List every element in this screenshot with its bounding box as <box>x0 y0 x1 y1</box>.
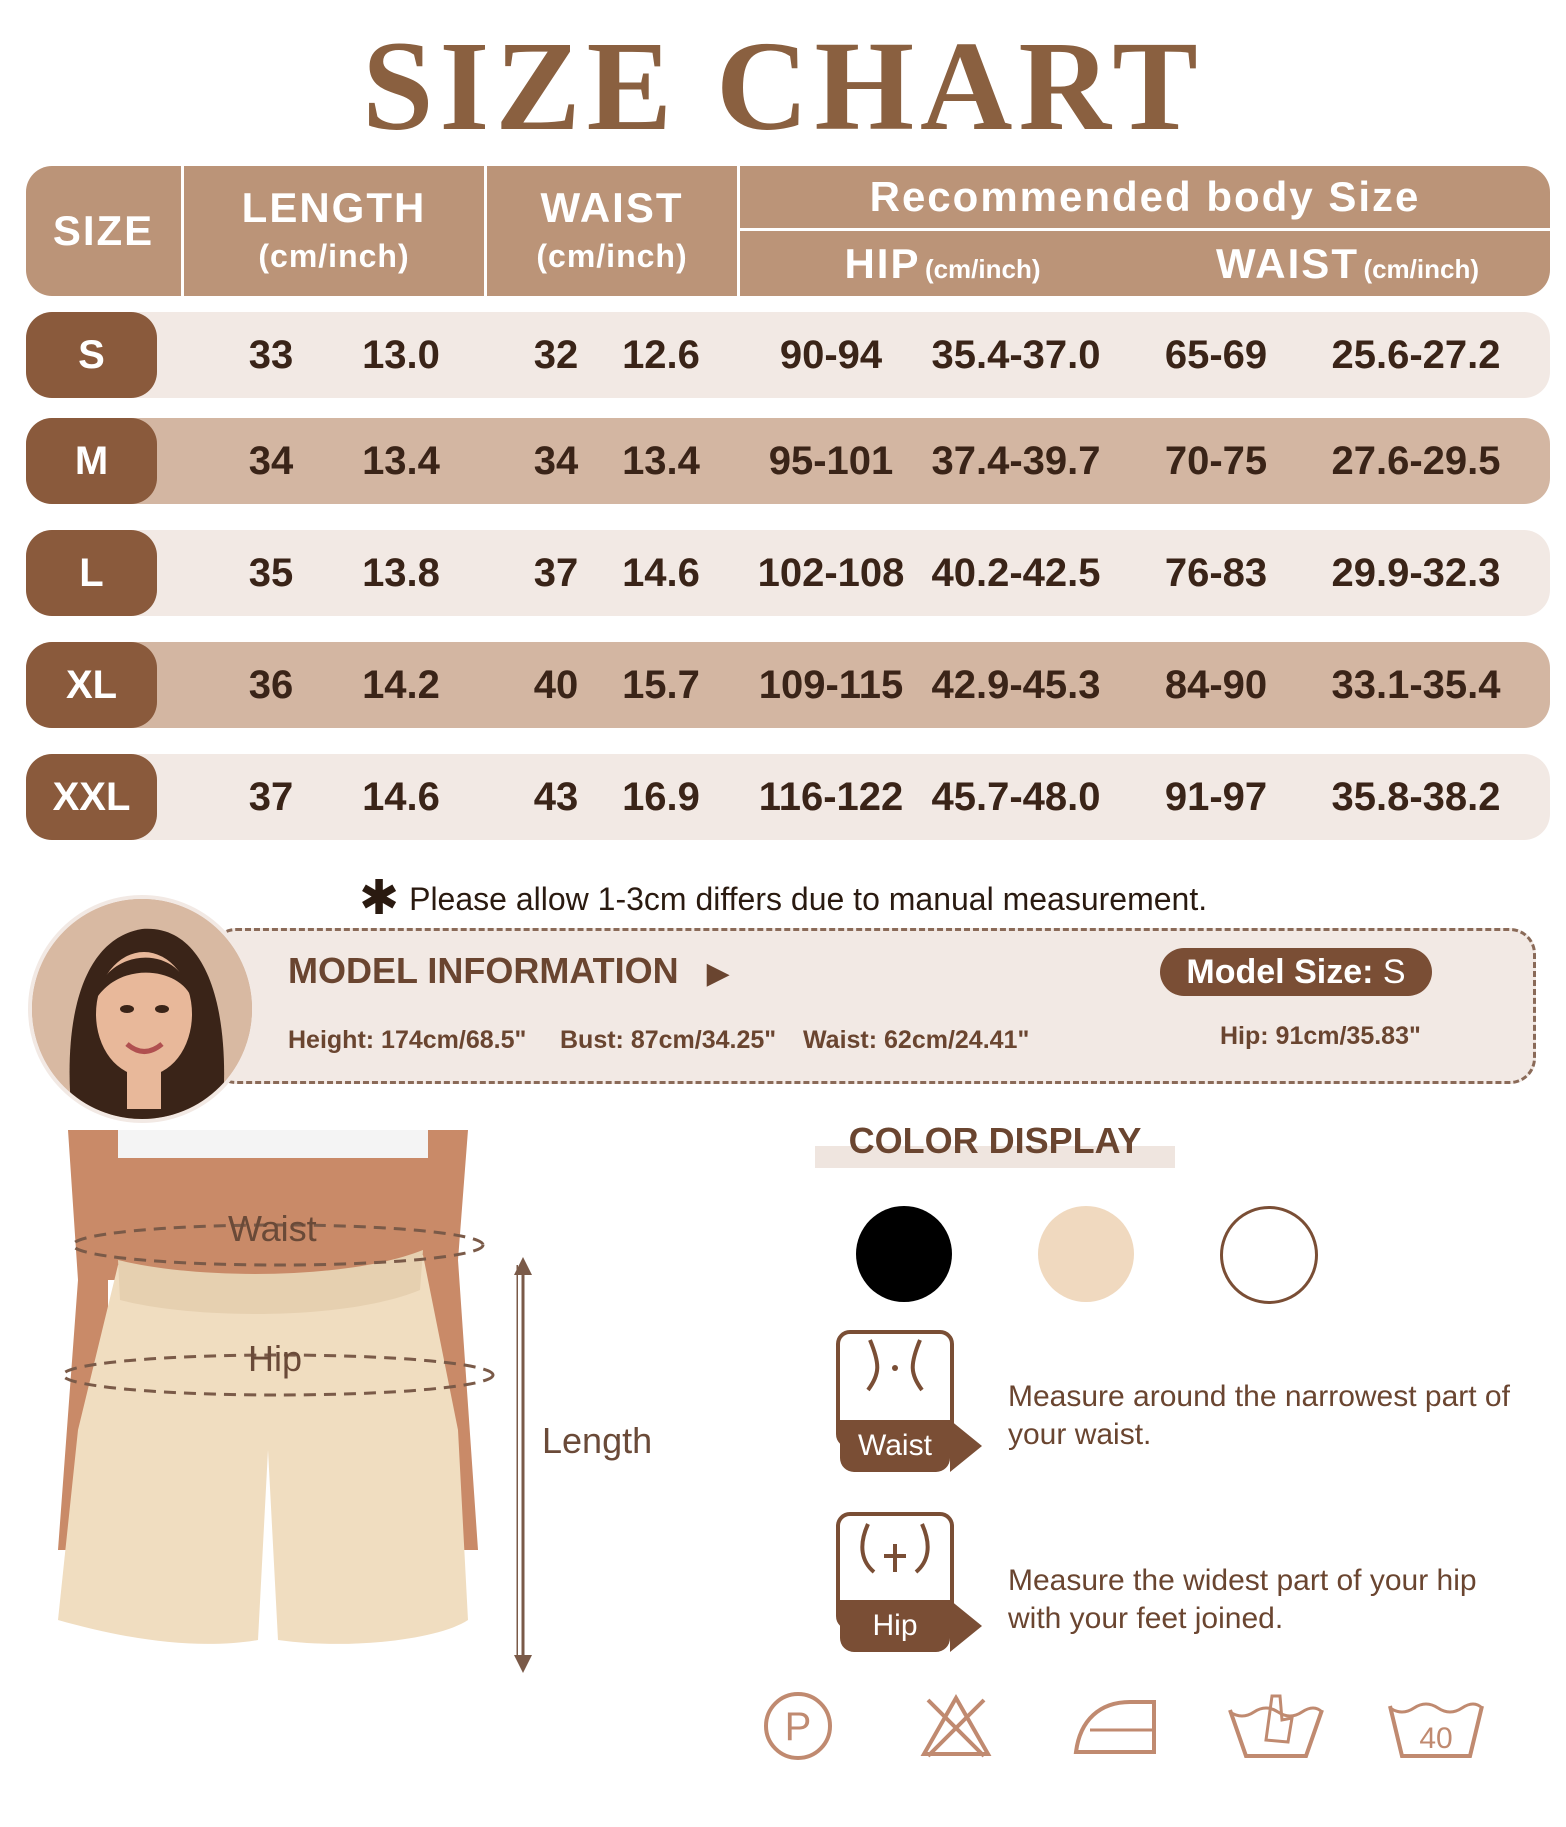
table-row <box>26 418 1550 504</box>
length-inch: 14.6 <box>362 775 440 819</box>
svg-text:P: P <box>784 1705 812 1749</box>
waist-inch: 15.7 <box>622 663 700 707</box>
header-length-label: LENGTH <box>241 184 427 231</box>
figure-waist-label: Waist <box>228 1208 317 1249</box>
hip-cm: 102-108 <box>757 551 905 595</box>
header-recommended <box>740 166 1550 228</box>
play-arrow-icon: ▶ <box>706 957 730 990</box>
page-title: SIZE CHART <box>362 15 1204 157</box>
waist-cm: 34 <box>533 439 579 483</box>
table-row <box>26 754 1550 840</box>
hip-cm: 95-101 <box>768 439 894 483</box>
size-badge: S <box>26 312 157 398</box>
body-waist-inch: 33.1-35.4 <box>1331 663 1501 707</box>
garment-figure <box>48 1130 518 1810</box>
color-swatch-black[interactable] <box>856 1206 952 1302</box>
body-waist-inch: 29.9-32.3 <box>1331 551 1501 595</box>
waist-cm: 37 <box>533 551 579 595</box>
header-waist-col <box>487 166 737 296</box>
waist-measure-text: Measure around the narrowest part of your waist. <box>1008 1380 1510 1451</box>
size-badge: XL <box>26 642 157 728</box>
length-inch: 13.8 <box>362 551 440 595</box>
length-inch: 13.0 <box>362 333 440 377</box>
model-size-label: Model Size: <box>1186 953 1374 991</box>
hip-measure-text: Measure the widest part of your hip with your feet joined. <box>1008 1564 1477 1635</box>
header-hip-col <box>740 231 1145 296</box>
hip-inch: 37.4-39.7 <box>931 439 1101 483</box>
measurement-note-text: Please allow 1-3cm differs due to manual measurement. <box>409 881 1208 917</box>
model-portrait-icon <box>32 899 252 1119</box>
waist-cm: 43 <box>533 775 579 819</box>
hip-tag-arrow-icon <box>950 1600 982 1652</box>
length-cm: 36 <box>248 663 294 707</box>
waist-cm: 32 <box>533 333 579 377</box>
hip-tag: Hip <box>840 1600 950 1652</box>
length-cm: 33 <box>248 333 294 377</box>
body-waist-cm: 84-90 <box>1164 663 1268 707</box>
length-cm: 37 <box>248 775 294 819</box>
waist-tag-arrow-icon <box>950 1420 982 1472</box>
header-size-label: SIZE <box>52 207 155 254</box>
hand-wash-icon <box>1226 1690 1326 1762</box>
waist-inch: 13.4 <box>622 439 700 483</box>
model-info-title-text: MODEL INFORMATION <box>288 950 679 991</box>
hip-inch: 45.7-48.0 <box>931 775 1101 819</box>
dry-clean-p-icon <box>762 1690 834 1762</box>
color-swatch-white[interactable] <box>1220 1206 1318 1304</box>
model-photo <box>28 895 256 1123</box>
hip-inch: 40.2-42.5 <box>931 551 1101 595</box>
hip-cm: 116-122 <box>758 775 904 819</box>
waist-tag: Waist <box>840 1420 950 1472</box>
header-length-col <box>184 166 484 296</box>
measurement-note <box>0 870 1566 926</box>
header-body-waist-unit: (cm/inch) <box>1363 254 1480 284</box>
waist-body-icon <box>840 1334 950 1394</box>
model-hip: Hip: 91cm/35.83" <box>1220 1022 1421 1050</box>
hip-body-icon <box>840 1516 950 1576</box>
size-badge: XXL <box>26 754 157 840</box>
hip-cm: 90-94 <box>779 333 883 377</box>
hip-inch: 35.4-37.0 <box>931 333 1101 377</box>
size-table-header <box>26 166 1550 296</box>
size-badge: M <box>26 418 157 504</box>
color-display-title <box>815 1120 1175 1168</box>
header-waist-unit: (cm/inch) <box>536 238 688 274</box>
model-size-value: S <box>1382 953 1406 991</box>
model-height: Height: 174cm/68.5" <box>288 1026 527 1054</box>
body-waist-cm: 76-83 <box>1164 551 1268 595</box>
figure-length-label: Length <box>542 1420 653 1461</box>
waist-inch: 12.6 <box>622 333 700 377</box>
body-waist-inch: 35.8-38.2 <box>1331 775 1501 819</box>
length-inch: 14.2 <box>362 663 440 707</box>
header-waist-label: WAIST <box>540 184 684 231</box>
header-hip-unit: (cm/inch) <box>924 254 1041 284</box>
body-waist-cm: 91-97 <box>1164 775 1268 819</box>
length-cm: 34 <box>248 439 294 483</box>
model-info-title <box>288 950 730 992</box>
header-recommended-label: Recommended body Size <box>869 173 1421 220</box>
figure-hip-label: Hip <box>248 1338 303 1379</box>
waist-inch: 16.9 <box>622 775 700 819</box>
header-hip-label: HIP <box>844 240 921 287</box>
model-bust: Bust: 87cm/34.25" <box>560 1026 777 1054</box>
iron-icon <box>1070 1690 1160 1762</box>
machine-wash-40-icon <box>1386 1690 1486 1762</box>
hip-inch: 42.9-45.3 <box>931 663 1101 707</box>
body-waist-inch: 27.6-29.5 <box>1331 439 1501 483</box>
size-badge: L <box>26 530 157 616</box>
waist-inch: 14.6 <box>622 551 700 595</box>
length-cm: 35 <box>248 551 294 595</box>
table-row <box>26 530 1550 616</box>
wash-temp-label: 40 <box>1419 1722 1453 1755</box>
table-row <box>26 642 1550 728</box>
header-size-col <box>26 166 181 296</box>
body-waist-cm: 70-75 <box>1164 439 1268 483</box>
header-body-waist-col <box>1145 231 1550 296</box>
header-body-waist-label: WAIST <box>1215 240 1359 287</box>
model-waist: Waist: 62cm/24.41" <box>803 1026 1030 1054</box>
waist-cm: 40 <box>533 663 579 707</box>
length-arrow-icon <box>508 1255 538 1675</box>
body-waist-cm: 65-69 <box>1164 333 1268 377</box>
no-bleach-icon <box>920 1690 992 1762</box>
body-waist-inch: 25.6-27.2 <box>1331 333 1501 377</box>
color-swatch-beige[interactable] <box>1038 1206 1134 1302</box>
table-row <box>26 312 1550 398</box>
length-inch: 13.4 <box>362 439 440 483</box>
color-display-title-text: COLOR DISPLAY <box>848 1120 1142 1161</box>
hip-cm: 109-115 <box>758 663 904 707</box>
header-length-unit: (cm/inch) <box>258 238 410 274</box>
asterisk-icon: ✱ <box>358 872 400 925</box>
model-size-badge <box>1160 948 1432 996</box>
